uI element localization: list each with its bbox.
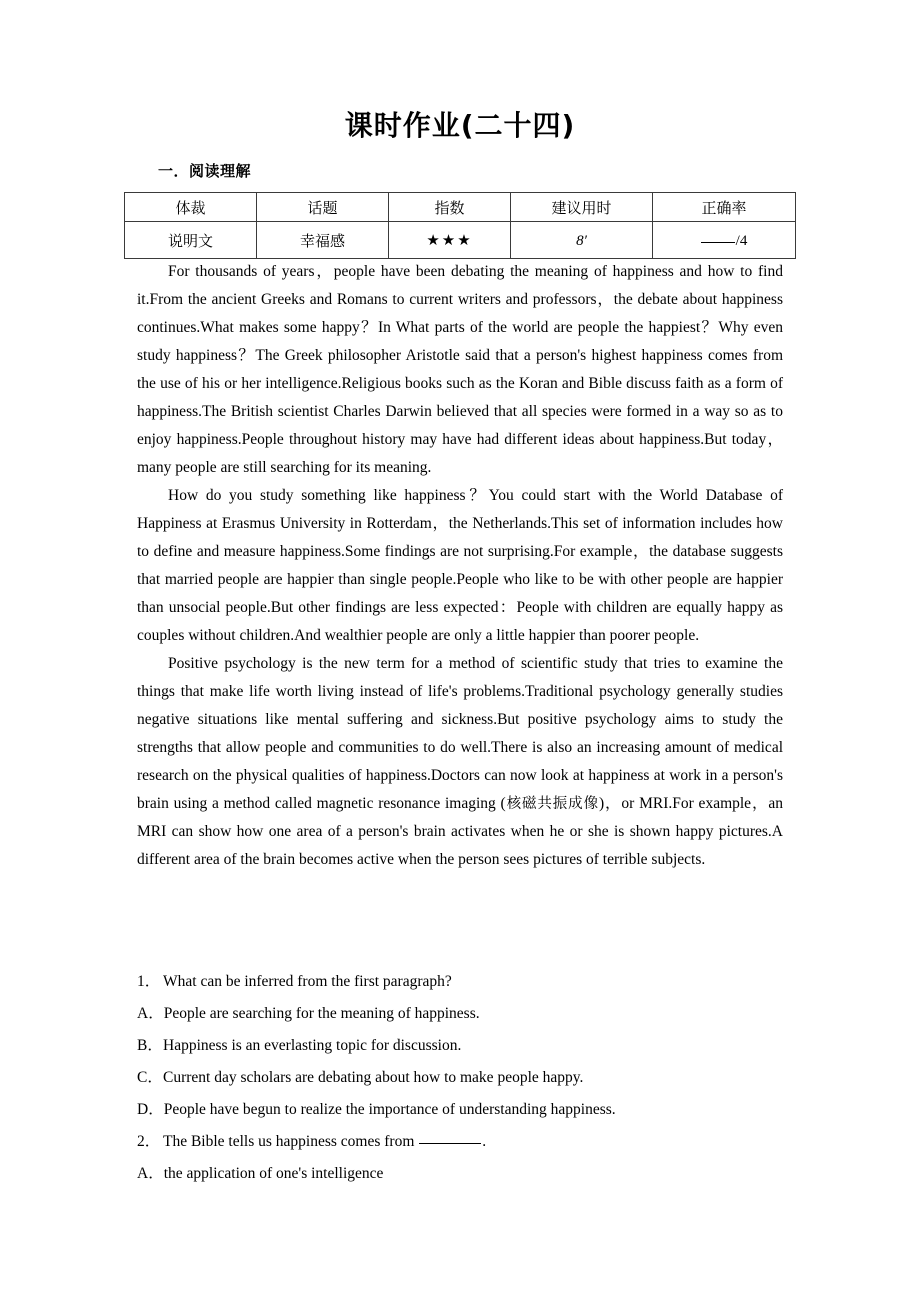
passage-paragraph-3 xyxy=(137,650,783,874)
page-title: 课时作业(二十四) xyxy=(344,109,576,142)
table-value-accuracy xyxy=(653,222,796,259)
question-1-number: 1． xyxy=(137,973,161,990)
question-2 xyxy=(137,1126,783,1158)
option-d-text: People have begun to realize the importance of understanding happiness. xyxy=(163,1101,616,1118)
table-value-suggested-time xyxy=(511,222,653,259)
passage-info-table xyxy=(124,192,796,259)
option-c-label: C． xyxy=(137,1069,163,1086)
table-header-topic: 话题 xyxy=(257,193,389,222)
paragraph-3-chinese-gloss: 核磁共振成像 xyxy=(505,796,599,812)
q2-option-a-label: A． xyxy=(137,1165,164,1182)
table-value-genre: 说明文 xyxy=(125,222,257,259)
question-2-number: 2． xyxy=(137,1133,161,1150)
option-d-label: D． xyxy=(137,1101,164,1118)
table-header-accuracy: 正确率 xyxy=(653,193,796,222)
reading-passage xyxy=(137,258,783,874)
question-2-option-a[interactable] xyxy=(137,1158,783,1190)
table-header-suggested-time: 建议用时 xyxy=(511,193,653,222)
table-value-row xyxy=(125,222,796,259)
question-2-text-after-blank: . xyxy=(482,1133,487,1150)
table-header-row xyxy=(125,193,796,222)
suggested-time-value: 8′ xyxy=(576,232,587,249)
question-1-option-b[interactable] xyxy=(137,1030,783,1062)
option-a-text: People are searching for the meaning of happiness. xyxy=(163,1005,480,1022)
questions-list xyxy=(137,966,783,1190)
option-b-label: B． xyxy=(137,1037,163,1054)
star-rating-icon: ★★★ xyxy=(426,231,473,249)
accuracy-blank[interactable] xyxy=(701,242,735,243)
section-heading: 一．阅读理解 xyxy=(158,162,252,180)
question-1-text: What can be inferred from the first paragraph? xyxy=(163,973,452,990)
question-1 xyxy=(137,966,783,998)
accuracy-total: /4 xyxy=(735,232,748,249)
question-2-text-before-blank: The Bible tells us happiness comes from xyxy=(163,1133,415,1150)
table-header-difficulty: 指数 xyxy=(389,193,511,222)
option-b-text: Happiness is an everlasting topic for discussion. xyxy=(163,1037,462,1054)
table-header-genre: 体裁 xyxy=(125,193,257,222)
question-1-option-a[interactable] xyxy=(137,998,783,1030)
table-value-topic: 幸福感 xyxy=(257,222,389,259)
question-2-answer-blank[interactable] xyxy=(419,1143,481,1144)
option-a-label: A． xyxy=(137,1005,164,1022)
passage-paragraph-2: How do you study something like happiness？You could start with the World Database of Happiness at Erasmus University in Rotterdam，the Netherlands.This set of information includes how to define and measure happiness.Some findings are not surprising.For example，the database suggests that married people are happier than single people.People who like to be with other people are happier than unsocial people.But other findings are less expected：People with children are equally happy as couples without children.And wealthier people are only a little happier than poorer people. xyxy=(137,487,783,644)
paragraph-3-text-part2: )，or MRI.For example，an MRI can show how one area of a person's brain activates when he or she is shown happy pictures.A different area of the brain becomes active when the person sees pictures of terrible subjects. xyxy=(137,795,783,868)
q2-option-a-text: the application of one's intelligence xyxy=(163,1165,384,1182)
table-value-difficulty xyxy=(389,222,511,259)
paragraph-3-text-part1: Positive psychology is the new term for a method of scientific study that tries to examine the things that make life worth living instead of life's problems.Traditional psychology generally studies negative situations like mental suffering and sickness.But positive psychology aims to study the strengths that allow people and communities to do well.There is also an increasing amount of medical research on the physical qualities of happiness.Doctors can now look at happiness at work in a person's brain using a method called magnetic resonance imaging ( xyxy=(137,655,783,812)
question-1-option-c[interactable] xyxy=(137,1062,783,1094)
passage-paragraph-1: For thousands of years，people have been debating the meaning of happiness and how to find it.From the ancient Greeks and Romans to current writers and professors，the debate about happiness continues.What makes some happy？In What parts of the world are people the happiest？Why even study happiness？The Greek philosopher Aristotle said that a person's highest happiness comes from the use of his or her intelligence.Religious books such as the Koran and Bible discuss faith as a form of happiness.The British scientist Charles Darwin believed that all species were formed in a way so as to enjoy happiness.People throughout history may have had different ideas about happiness.But today，many people are still searching for its meaning. xyxy=(137,263,783,476)
option-c-text: Current day scholars are debating about how to make people happy. xyxy=(163,1069,584,1086)
question-1-option-d[interactable] xyxy=(137,1094,783,1126)
accuracy-score-field[interactable] xyxy=(701,233,748,249)
